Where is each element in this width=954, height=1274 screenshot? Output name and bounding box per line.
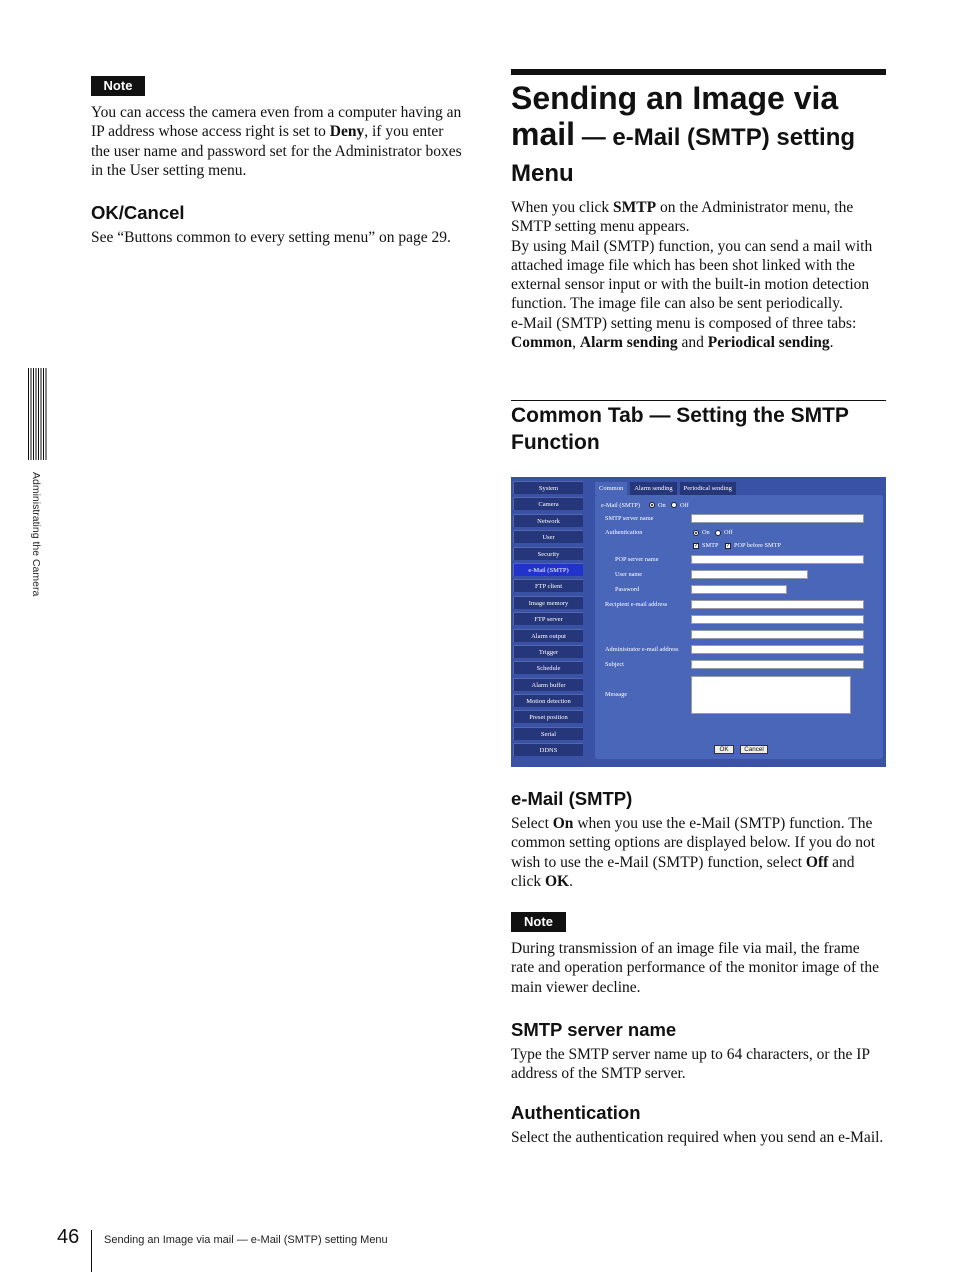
admin-menu-item[interactable]: Network: [513, 514, 583, 527]
smtp-settings-screenshot: [511, 477, 886, 767]
okcancel-text: See “Buttons common to every setting menu” on page 29.: [91, 229, 451, 246]
cancel-button[interactable]: Cancel: [740, 745, 768, 754]
section-rule: [511, 400, 886, 401]
recipient-input-3[interactable]: [691, 630, 864, 639]
admin-menu-item[interactable]: Preset position: [513, 710, 583, 723]
auth-off-label: Off: [724, 529, 733, 536]
admin-menu-item[interactable]: FTP client: [513, 579, 583, 592]
email-smtp-heading: e-Mail (SMTP): [511, 788, 633, 809]
okcancel-heading: OK/Cancel: [91, 202, 185, 223]
authentication-text: Select the authentication required when you send an e-Mail.: [511, 1129, 884, 1146]
common-tab-panel: [595, 495, 883, 759]
footer-rule: [91, 1230, 92, 1272]
chapter-tab-marker: [28, 368, 48, 460]
note-badge-2: Note: [511, 912, 566, 932]
pop-check-label: POP before SMTP: [734, 542, 781, 549]
email-smtp-label: e-Mail (SMTP): [601, 502, 641, 509]
admin-menu-item[interactable]: DDNS: [513, 743, 583, 756]
settings-tab[interactable]: Alarm sending: [630, 482, 676, 495]
admin-email-input[interactable]: [691, 645, 864, 654]
page-title: Sending an Image via mail — e-Mail (SMTP) setting Menu: [511, 80, 856, 187]
admin-menu-item[interactable]: System: [513, 481, 583, 494]
message-textarea[interactable]: [691, 676, 851, 714]
admin-menu-item[interactable]: Security: [513, 547, 583, 560]
password-label: Password: [615, 586, 640, 593]
admin-menu-item[interactable]: e-Mail (SMTP): [513, 563, 583, 576]
section-title: Common Tab — Setting the SMTP Function: [511, 404, 849, 454]
pop-before-smtp-checkbox[interactable]: ✓: [726, 544, 731, 549]
smtp-check-label: SMTP: [702, 542, 719, 549]
page-number: 46: [57, 1226, 80, 1248]
subject-input[interactable]: [691, 660, 864, 669]
admin-menu-item[interactable]: Schedule: [513, 661, 583, 674]
smtp-server-heading: SMTP server name: [511, 1019, 677, 1040]
pop-server-input[interactable]: [691, 555, 864, 564]
authentication-label: Authentication: [605, 529, 643, 536]
email-on-radio[interactable]: [649, 502, 655, 508]
running-footer: Sending an Image via mail — e-Mail (SMTP) setting Menu: [104, 1234, 388, 1246]
recipient-input-1[interactable]: [691, 600, 864, 609]
intro-text: When you click SMTP on the Administrator menu, the SMTP setting menu appears. By using Mail (SMTP) function, you can send a mail with attached image file which has been shot linked with the external sensor input or with the built-in motion detection function. The image file can also be sent periodically. e-Mail (SMTP) setting menu is composed of three tabs: Common, Alarm sending and Periodical sending.: [511, 199, 873, 352]
email-off-radio[interactable]: [671, 502, 677, 508]
chapter-tab-label: Administrating the Camera: [30, 472, 42, 597]
message-label: Message: [605, 691, 628, 698]
settings-tabs: [595, 482, 736, 495]
smtp-server-input[interactable]: [691, 514, 864, 523]
admin-email-label: Administrator e-mail address: [605, 646, 679, 653]
auth-off-radio[interactable]: [715, 530, 721, 536]
pop-server-label: POP server name: [615, 556, 659, 563]
recipient-label: Recipient e-mail address: [605, 601, 668, 608]
password-input[interactable]: [691, 585, 787, 594]
settings-tab[interactable]: Periodical sending: [680, 482, 736, 495]
admin-menu-item[interactable]: User: [513, 530, 583, 543]
smtp-checkbox[interactable]: ✓: [694, 544, 699, 549]
smtp-server-text: Type the SMTP server name up to 64 characters, or the IP address of the SMTP server.: [511, 1046, 870, 1083]
ok-button[interactable]: OK: [714, 745, 734, 754]
user-name-label: User name: [615, 571, 643, 578]
admin-menu-item[interactable]: Serial: [513, 727, 583, 740]
admin-menu-item[interactable]: Trigger: [513, 645, 583, 658]
auth-on-radio[interactable]: [693, 530, 699, 536]
title-rule: [511, 69, 886, 75]
email-smtp-text: Select On when you use the e-Mail (SMTP) function. The common setting options are displayed below. If you do not wish to use the e-Mail (SMTP) function, select Off and click OK.: [511, 815, 876, 890]
user-name-input[interactable]: [691, 570, 808, 579]
admin-menu-item[interactable]: Alarm output: [513, 629, 583, 642]
email-off-label: Off: [680, 502, 689, 509]
admin-menu-item[interactable]: FTP server: [513, 612, 583, 625]
admin-menu-item[interactable]: Image memory: [513, 596, 583, 609]
note-text-2: During transmission of an image file via mail, the frame rate and operation performance of the monitor image of the main viewer decline.: [511, 940, 879, 996]
note-text: You can access the camera even from a computer having an IP address whose access right is set to Deny, if you enter the user name and password set for the Administrator boxes in the User setting menu.: [91, 104, 462, 179]
authentication-heading: Authentication: [511, 1102, 641, 1123]
admin-menu: [513, 481, 583, 760]
settings-tab[interactable]: Common: [595, 482, 627, 495]
email-on-label: On: [658, 502, 666, 509]
admin-menu-item[interactable]: Alarm buffer: [513, 678, 583, 691]
admin-menu-item[interactable]: Camera: [513, 497, 583, 510]
auth-on-label: On: [702, 529, 710, 536]
admin-menu-item[interactable]: Motion detection: [513, 694, 583, 707]
recipient-input-2[interactable]: [691, 615, 864, 624]
smtp-server-label: SMTP server name: [605, 515, 654, 522]
note-badge: Note: [91, 76, 145, 96]
subject-label: Subject: [605, 661, 624, 668]
